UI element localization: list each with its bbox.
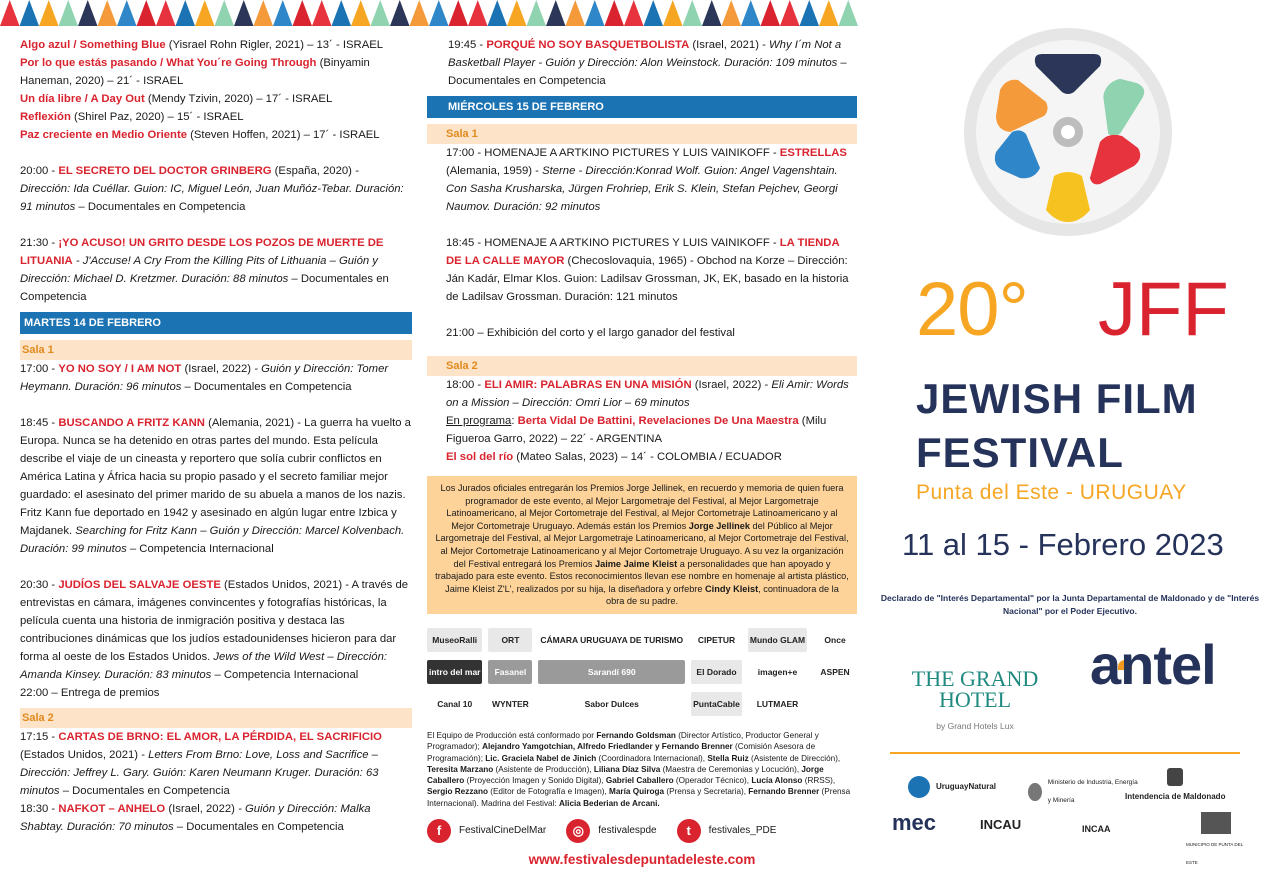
sponsor-divider — [890, 752, 1240, 754]
banner-triangle — [410, 0, 430, 26]
banner-triangle — [429, 0, 449, 26]
sponsor-logo: imagen+e — [757, 666, 798, 677]
room-label-sala-2: Sala 2 — [427, 356, 857, 376]
uruguay-natural-icon — [908, 776, 930, 798]
incaa-logo: INCAA — [1082, 824, 1111, 834]
banner-triangle — [78, 0, 98, 26]
short-film-4: Reflexión (Shirel Paz, 2020) – 15´ - ISRAEL — [20, 111, 244, 123]
screening-nafkot: 18:30 - NAFKOT – ANHELO (Israel, 2022) - Guión y Dirección: Malka Shabtay. Duración: 70 minutos – Documentales en Competencia — [20, 803, 371, 833]
screening-fritz-kann: 18:45 - BUSCANDO A FRITZ KANN (Alemania, 2021) - La guerra ha vuelto a Europa. Nunca se ha detenido en otras partes del mundo. Esta película describe el viaje de un cineasta y reportero que solía cubrir conflictos en América Latina y África hacia su propio pasado y el secreto familiar mejor guardado: el asesinato del primer marido de su abuela a manos de los nazis. Fritz Kann fue deportado en 1942 y asesinado en algún lugar entre Izbica y Majdanek. Searching for Fritz Kann – Guión y Dirección: Marcel Kolvenbach. Duración: 99 minutos – Competencia Internacional — [20, 417, 411, 555]
sponsor-logo: Fasanel — [488, 660, 532, 684]
team-member-name: Liliana Díaz Silva — [593, 764, 661, 774]
banner-triangle — [371, 0, 391, 26]
intendencia-maldonado-logo: Intendencia de Maldonado — [1125, 768, 1225, 806]
social-instagram[interactable]: ◎ festivalespde — [566, 819, 656, 843]
website-link[interactable]: www.festivalesdepuntadeleste.com — [528, 852, 756, 868]
banner-triangle — [663, 0, 683, 26]
declaration-of-interest: Declarado de "Interés Departamental" por la Junta Departamental de Maldonado y de "Interés Nacional" por el Poder Ejecutivo. — [880, 593, 1260, 616]
awards-ceremony: 22:00 – Entrega de premios — [20, 687, 160, 699]
banner-triangle — [332, 0, 352, 26]
team-member-name: Alicia Bederian de Arcani. — [558, 798, 660, 808]
team-member-name: Lucía Alonso — [751, 776, 803, 786]
banner-triangle — [605, 0, 625, 26]
team-member-name: Sergio Rezzano — [427, 787, 488, 797]
banner-triangle — [137, 0, 157, 26]
municipio-punta-del-este-logo: MUNICIPIO DE PUNTA DEL ESTE — [1186, 812, 1246, 872]
banner-triangle — [644, 0, 664, 26]
film-reel-logo — [962, 26, 1174, 238]
banner-triangle — [98, 0, 118, 26]
incau-logo: INCAU — [980, 817, 1022, 832]
production-team-credits — [427, 730, 857, 809]
shorts-list — [20, 36, 412, 144]
team-credit-text: (Editor de Fotografía e Imagen), — [487, 787, 610, 797]
banner-triangle — [117, 0, 137, 26]
sponsor-logo: Sabor Dulces — [584, 698, 639, 709]
sponsor-logo: Canal 10 — [437, 698, 473, 709]
banner-triangle — [254, 0, 274, 26]
sponsor-logo: WYNTER — [491, 698, 529, 709]
team-credit-text: (Comisión Asesora de Programación); — [427, 742, 816, 763]
banner-triangle — [761, 0, 781, 26]
short-film-1: Algo azul / Something Blue (Yisrael Rohn Rigler, 2021) – 13´ - ISRAEL — [20, 39, 384, 51]
room-label-sala-2: Sala 2 — [20, 708, 412, 728]
festival-title-line-2: FESTIVAL — [916, 429, 1124, 476]
banner-triangle — [176, 0, 196, 26]
social-twitter[interactable]: t festivales_PDE — [677, 819, 777, 843]
team-credit-text: (Prensa y Secretaria), — [664, 787, 749, 797]
festival-cover-panel — [870, 0, 1280, 894]
banner-triangle — [683, 0, 703, 26]
team-credit-text: (Coordinadora Internacional), — [596, 753, 708, 763]
banner-triangle — [293, 0, 313, 26]
banner-triangle — [741, 0, 761, 26]
day-header-martes: MARTES 14 DE FEBRERO — [20, 312, 412, 334]
sponsor-logo: Sarandí 690 — [538, 660, 685, 684]
room-label-sala-1: Sala 1 — [427, 124, 857, 144]
grand-hotel-logo: THE GRAND HOTEL by Grand Hotels Lux — [911, 666, 1039, 731]
team-member-name: Stella Ruiz — [707, 753, 749, 763]
sponsor-logo: ORT — [488, 628, 532, 652]
banner-triangle — [566, 0, 586, 26]
banner-triangle — [546, 0, 566, 26]
social-facebook[interactable]: f FestivalCineDelMar — [427, 819, 546, 843]
municipio-icon — [1201, 812, 1231, 834]
team-credit-text: El Equipo de Producción está conformado por — [427, 730, 597, 740]
festival-dates: 11 al 15 - Febrero 2023 — [902, 527, 1224, 562]
sponsor-logo: intro del mar — [427, 660, 482, 684]
social-links — [427, 819, 857, 843]
banner-triangle — [624, 0, 644, 26]
festival-title — [916, 372, 1198, 480]
team-member-name: Teresita Marzano — [427, 764, 494, 774]
festival-location: Punta del Este - URUGUAY — [916, 481, 1187, 504]
sponsor-logo: LUTMAER — [756, 698, 799, 709]
team-credit-text: (Proyección Imagen y Sonido Digital), — [464, 776, 606, 786]
team-credit-text: (Asistente de Producción), — [493, 764, 594, 774]
banner-triangle — [488, 0, 508, 26]
banner-triangle — [839, 0, 859, 26]
screening-eli-amir: 18:00 - ELI AMIR: PALABRAS EN UNA MISIÓN (Israel, 2022) - Eli Amir: Words on a Mission – Dirección: Omri Lior – 69 minutos — [446, 379, 849, 409]
banner-triangle — [390, 0, 410, 26]
coat-of-arms-icon — [1167, 768, 1183, 786]
team-member-name: Gabriel Caballero — [605, 776, 674, 786]
mec-logo: mec — [892, 810, 937, 835]
sponsor-logo: Mundo GLAM — [748, 628, 807, 652]
screening-estrellas: 17:00 - HOMENAJE A ARTKINO PICTURES Y LUIS VAINIKOFF - ESTRELLAS (Alemania, 1959) - Sterne - Dirección:Konrad Wolf. Guion: Angel Vagenshtain. Con Sasha Krusharska, Jürgen Frohriep, Erik S. Klein, Stefan Pejchev, Georgi Naumov. Duración: 92 minutos — [446, 147, 847, 213]
team-member-name: Lic. Graciela Nabel de Jinich — [485, 753, 597, 763]
banner-triangle — [449, 0, 469, 26]
sponsor-logo: CÁMARA URUGUAYA DE TURISMO — [540, 634, 684, 645]
banner-triangle — [468, 0, 488, 26]
banner-triangle — [780, 0, 800, 26]
team-credit-text: (RRSS), — [802, 776, 836, 786]
screening-yo-acuso: 21:30 - ¡YO ACUSO! UN GRITO DESDE LOS POZOS DE MUERTE DE LITUANIA - J'Accuse! A Cry From the Killing Pits of Lithuania – Guión y Dirección: Michael D. Kretzmer. Duración: 88 minutos – Documentales en Competencia — [20, 237, 389, 303]
sponsor-logo: PuntaCable — [691, 692, 742, 716]
miem-icon — [1028, 783, 1042, 801]
team-credit-text: (Maestra de Ceremonias y Locución), — [660, 764, 802, 774]
banner-triangle — [273, 0, 293, 26]
banner-triangle — [20, 0, 40, 26]
banner-triangle — [312, 0, 332, 26]
jff-abbreviation: JFF — [1098, 267, 1229, 352]
short-film-5: Paz creciente en Medio Oriente (Steven Hoffen, 2021) – 17´ - ISRAEL — [20, 129, 380, 141]
sponsor-logo: MuseoRalli — [427, 628, 482, 652]
team-member-name: Jorge Caballero — [427, 764, 824, 786]
team-credit-text: (Director Artístico, Productor General y Programador); — [427, 730, 819, 752]
banner-triangle — [195, 0, 215, 26]
edition-number: 20° — [916, 267, 1028, 352]
antel-logo: antel — [1090, 633, 1216, 696]
twitter-icon: t — [677, 819, 701, 843]
banner-triangle — [527, 0, 547, 26]
screening-basquetbolista: 19:45 - PORQUÉ NO SOY BASQUETBOLISTA (Israel, 2021) - Why I´m Not a Basketball Player - Guión y Dirección: Alon Weinstock. Duración: 109 minutos – Documentales en Competencia — [448, 39, 847, 87]
facebook-icon: f — [427, 819, 451, 843]
team-credit-text: (Prensa Internacional). Madrina del Festival: — [427, 787, 851, 808]
screening-berta-vidal: En programa: Berta Vidal De Battini, Revelaciones De Una Maestra (Milu Figueroa Garro, 2022) – 22´ - ARGENTINA — [446, 415, 827, 445]
sponsor-logo: Once — [824, 634, 846, 645]
screening-cartas-de-brno: 17:15 - CARTAS DE BRNO: EL AMOR, LA PÉRDIDA, EL SACRIFICIO (Estados Unidos, 2021) - Letters From Brno: Love, Loss and Sacrifice – Dirección: Jeffrey L. Gary. Guión: Karen Neumann Kruger. Duración: 63 minutos – Documentales en Competencia — [20, 731, 382, 797]
team-credit-text: (Asistente de Dirección), — [748, 753, 841, 763]
banner-triangle — [585, 0, 605, 26]
banner-triangle — [819, 0, 839, 26]
team-member-name: Fernando Goldsman — [596, 730, 676, 740]
festival-title-line-1: JEWISH FILM — [916, 375, 1198, 422]
sponsor-logo: El Dorado — [691, 660, 742, 684]
banner-triangle — [351, 0, 371, 26]
jury-awards-notice: Los Jurados oficiales entregarán los Premios Jorge Jellinek, en recuerdo y memoria de quien fuera programador de este evento, al Mejor Largometraje del Festival, al Mejor Largometraje Latinoamericano, al Mejor Cortometraje del Festival, al Mejor Cortometraje Latinoamericano y al Mejor Cortometraje Uruguayo. Además están los Premios Jorge Jellinek del Público al Mejor Largometraje del Festival, al Mejor Largometraje Latinoamericano, al Mejor Cortometraje del Festival, al Mejor Cortometraje Latinoamericano y al Mejor Cortometraje Uruguayo. A su vez la organización del Festival entregará los Premios Jaime Jaime Kleist a personalidades que han apoyado y trabajado para este evento. Estos reconocimientos llevan ese nombre en homenaje al artista plástico, Jaime Kleist Z'L', realizados por su hija, la diseñadora y orfebre Cindy Kleist, continuadora de la obra de su padre. — [427, 476, 857, 614]
uruguay-natural-logo: UruguayNatural — [908, 776, 996, 798]
screening-grinberg: 20:00 - EL SECRETO DEL DOCTOR GRINBERG (España, 2020) - Dirección: Ida Cuéllar. Guion: IC, Miguel León, Juan Muñóz-Tebar. Duración: 91 minutos – Documentales en Competencia — [20, 165, 404, 213]
banner-triangle — [0, 0, 20, 26]
sponsor-logos-grid — [427, 628, 857, 716]
day-header-miercoles: MIÉRCOLES 15 DE FEBRERO — [427, 96, 857, 118]
screening-la-tienda: 18:45 - HOMENAJE A ARTKINO PICTURES Y LUIS VAINIKOFF - LA TIENDA DE LA CALLE MAYOR (Checoslovaquia, 1965) - Obchod na Korze – Dirección: Ján Kadár, Elmar Klos. Guion: Ladilsav Grossman, JK, EK, basado en la historia de Ladilsav Grossman. Duración: 121 minutos — [446, 237, 849, 303]
miem-logo: Ministerio de Industria, Energía y Minería — [1028, 774, 1138, 810]
schedule-column-left — [20, 36, 412, 836]
banner-triangle — [156, 0, 176, 26]
schedule-column-middle — [427, 36, 857, 869]
sponsor-logo: CIPETUR — [697, 634, 736, 645]
banner-triangle — [507, 0, 527, 26]
banner-triangle — [702, 0, 722, 26]
winners-screening: 21:00 – Exhibición del corto y el largo ganador del festival — [446, 327, 735, 339]
short-film-3: Un día libre / A Day Out (Mendy Tzivin, 2020) – 17´ - ISRAEL — [20, 93, 333, 105]
team-member-name: María Quiroga — [609, 787, 665, 797]
decorative-triangle-banner — [0, 0, 856, 26]
banner-triangle — [59, 0, 79, 26]
banner-triangle — [39, 0, 59, 26]
banner-triangle — [215, 0, 235, 26]
room-label-sala-1: Sala 1 — [20, 340, 412, 360]
banner-triangle — [722, 0, 742, 26]
team-member-name: Fernando Brenner — [748, 787, 820, 797]
banner-triangle — [800, 0, 820, 26]
screening-yo-no-soy: 17:00 - YO NO SOY / I AM NOT (Israel, 2022) - Guión y Dirección: Tomer Heymann. Duración: 96 minutos – Documentales en Competencia — [20, 363, 389, 393]
sponsor-logo: ASPEN — [820, 666, 850, 677]
instagram-icon: ◎ — [566, 819, 590, 843]
screening-el-sol-del-rio: El sol del río (Mateo Salas, 2023) – 14´ - COLOMBIA / ECUADOR — [446, 451, 782, 463]
screening-judios-salvaje-oeste: 20:30 - JUDÍOS DEL SALVAJE OESTE (Estados Unidos, 2021) - A través de entrevistas en cámara, imágenes convincentes y fotografías históricas, la película cuenta una historia de inmigración positiva y destaca las contribuciones dinámicas que los judíos estadounidenses hicieron para dar forma al oeste de los Estados Unidos. Jews of the Wild West – Dirección: Amanda Kinsey. Duración: 83 minutos – Competencia Internacional — [20, 579, 409, 681]
short-film-2: Por lo que estás pasando / What You´re Going Through (Binyamin Haneman, 2020) – 21´ - ISRAEL — [20, 57, 370, 87]
team-credit-text: (Operador Técnico), — [673, 776, 752, 786]
banner-triangle — [234, 0, 254, 26]
team-member-name: Alejandro Yamgotchian, Alfredo Friedlander y Fernando Brenner — [482, 742, 733, 752]
